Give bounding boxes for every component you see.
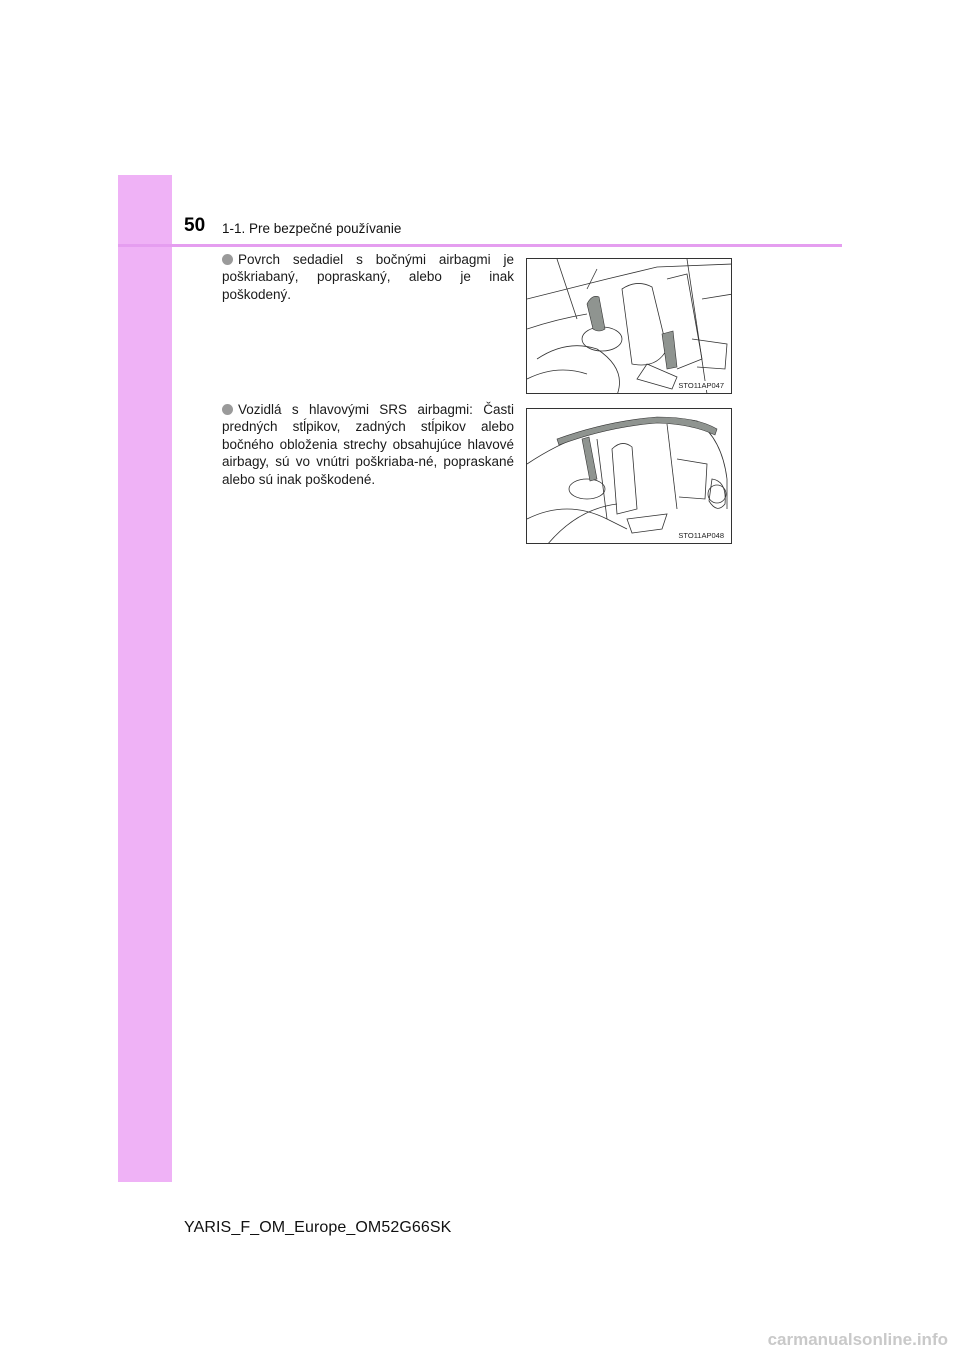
- bullet-dot-icon: [222, 254, 233, 265]
- figure-code: STO11AP048: [678, 531, 724, 540]
- figure-seat-side-airbag: [526, 258, 732, 394]
- section-title: 1-1. Pre bezpečné používanie: [222, 221, 402, 236]
- figure-curtain-airbag: [526, 408, 732, 544]
- footer-document-id: YARIS_F_OM_Europe_OM52G66SK: [184, 1219, 452, 1236]
- header-rule: [118, 244, 842, 247]
- page-number: 50: [184, 215, 206, 236]
- bullet-item-curtain-airbag: [222, 401, 514, 488]
- bullet-text: Vozidlá s hlavovými SRS airbagmi: Časti predných stĺpikov, zadných stĺpikov alebo bočného obloženia strechy obsahujúce hlavové airbagy, sú vo vnútri poškriaba-né, popraskané alebo sú inak poškodené.: [222, 402, 514, 487]
- chapter-side-tab: [118, 175, 172, 1182]
- bullet-dot-icon: [222, 404, 233, 415]
- car-interior-illustration: [527, 409, 732, 544]
- bullet-item-seat-airbag: [222, 251, 514, 303]
- figure-code: STO11AP047: [678, 381, 724, 390]
- bullet-text: Povrch sedadiel s bočnými airbagmi je poškriabaný, popraskaný, alebo je inak poškodený.: [222, 252, 514, 302]
- watermark: carmanualsonline.info: [767, 1330, 948, 1349]
- seat-illustration: [527, 259, 732, 394]
